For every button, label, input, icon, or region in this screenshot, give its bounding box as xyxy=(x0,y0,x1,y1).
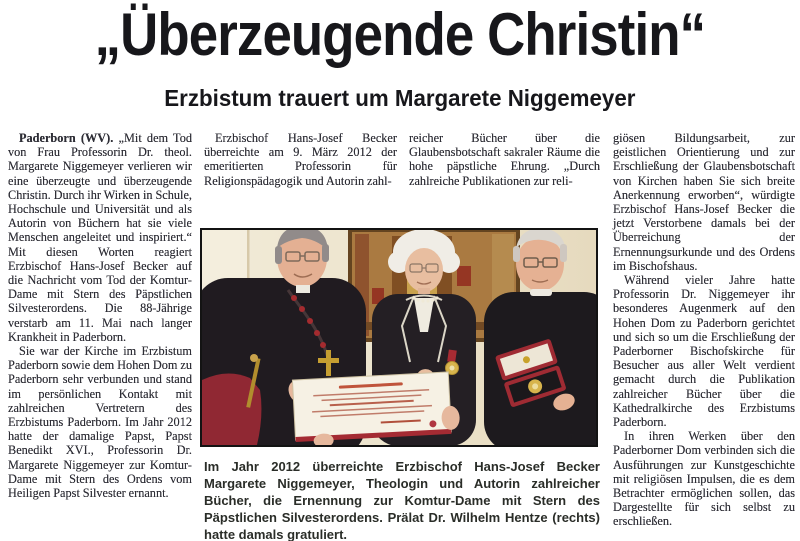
subheadline-text: Erzbistum trauert um Margarete Niggemeyer xyxy=(164,85,636,111)
headline-text: „Überzeugende Christin“ xyxy=(94,1,706,68)
photo-scene xyxy=(202,230,596,445)
paragraph xyxy=(8,131,192,344)
paragraph: Sie war der Kirche im Erzbistum Paderborn sowie dem Hohen Dom zu Paderborn sehr verbunden und stand im persönlichen Kontakt mit zahlreichen Vertretern des Erzbistums Paderborn. Im Jahr 2012 hatte der damalige Papst, Papst Benedikt XVI., Professorin Dr. Margarete Niggemeyer zur Komtur-Dame mit Stern des Ordens vom Heiligen Papst Silvester ernannt. xyxy=(8,344,192,501)
paragraph-text: „Mit dem Tod von Frau Professorin Dr. theol. Margarete Niggemeyer verlieren wir eine überzeugte und überzeugende Christin. Durch ihr Wirken in Schule, Hochschule und Universität und als Autorin von Büchern hat sie viele Menschen angeleitet und inspiriert.“ Mit diesen Worten reagiert Erzbischof Hans-Josef Becker auf die Nachricht vom Tod der Komtur-Dame mit Stern des Päpstlichen Silvesterordens. Die 88-Jährige verstarb am 11. Mai nach langer Krankheit in Paderborn. xyxy=(8,131,192,344)
article-subheadline xyxy=(0,84,800,112)
paragraph: Während vieler Jahre hatte Professorin Dr. Niggemeyer ihr besonderes Augenmerk auf den Hohen Dom zu Paderborn gerichtet und sich so um die Erschließung der Paderborner Bischofskirche für Besucher aus aller Welt verdient gemacht durch die Publikation zahlreicher Bücher über die Kathedralkirche des Erzbistums Paderborn. xyxy=(613,273,795,430)
article-photo xyxy=(200,228,598,447)
photo-caption: Im Jahr 2012 überreichte Erzbischof Hans-Josef Becker Margarete Niggemeyer, Theologin und Autorin zahlreicher Bücher, die Ernennung zur Komtur-Dame mit Stern des Päpstlichen Silvesterordens. Prälat Dr. Wilhelm Hentze (rechts) hatte damals gratuliert. xyxy=(204,459,600,541)
paragraph: giösen Bildungsarbeit, zur geistlichen Orientierung und zur Erschließung der Glaubensbotschaft von Kirchen haben Sie sich breite Anerkennung erworben“, würdigte Erzbischof Hans-Josef Becker die jetzt Verstorbene damals bei der Überreichung der Ernennungsurkunde und des Ordens im Bischofshaus. xyxy=(613,131,795,273)
article-headline xyxy=(0,2,800,68)
article-column-4 xyxy=(613,131,795,535)
article-column-3 xyxy=(409,131,600,203)
article-column-2 xyxy=(204,131,397,203)
paragraph: In ihren Werken über den Paderborner Dom verbinden sich die Ausführungen zur Kunstgeschichte mit religiösen Impulsen, die es dem Betrachter ermöglichen sollen, das Dargestellte für sich selbst zu erschließen. xyxy=(613,429,795,529)
paragraph: reicher Bücher über die Glaubensbotschaft sakraler Räume die hohe päpstliche Ehrung. „Durch zahlreiche Publikationen zur reli- xyxy=(409,131,600,188)
dateline: Paderborn (WV). xyxy=(19,131,114,145)
article-column-1 xyxy=(8,131,192,533)
paragraph: Erzbischof Hans-Josef Becker überreichte am 9. März 2012 der emeritierten Professorin für Religionspädagogik und Autorin zahl- xyxy=(204,131,397,188)
